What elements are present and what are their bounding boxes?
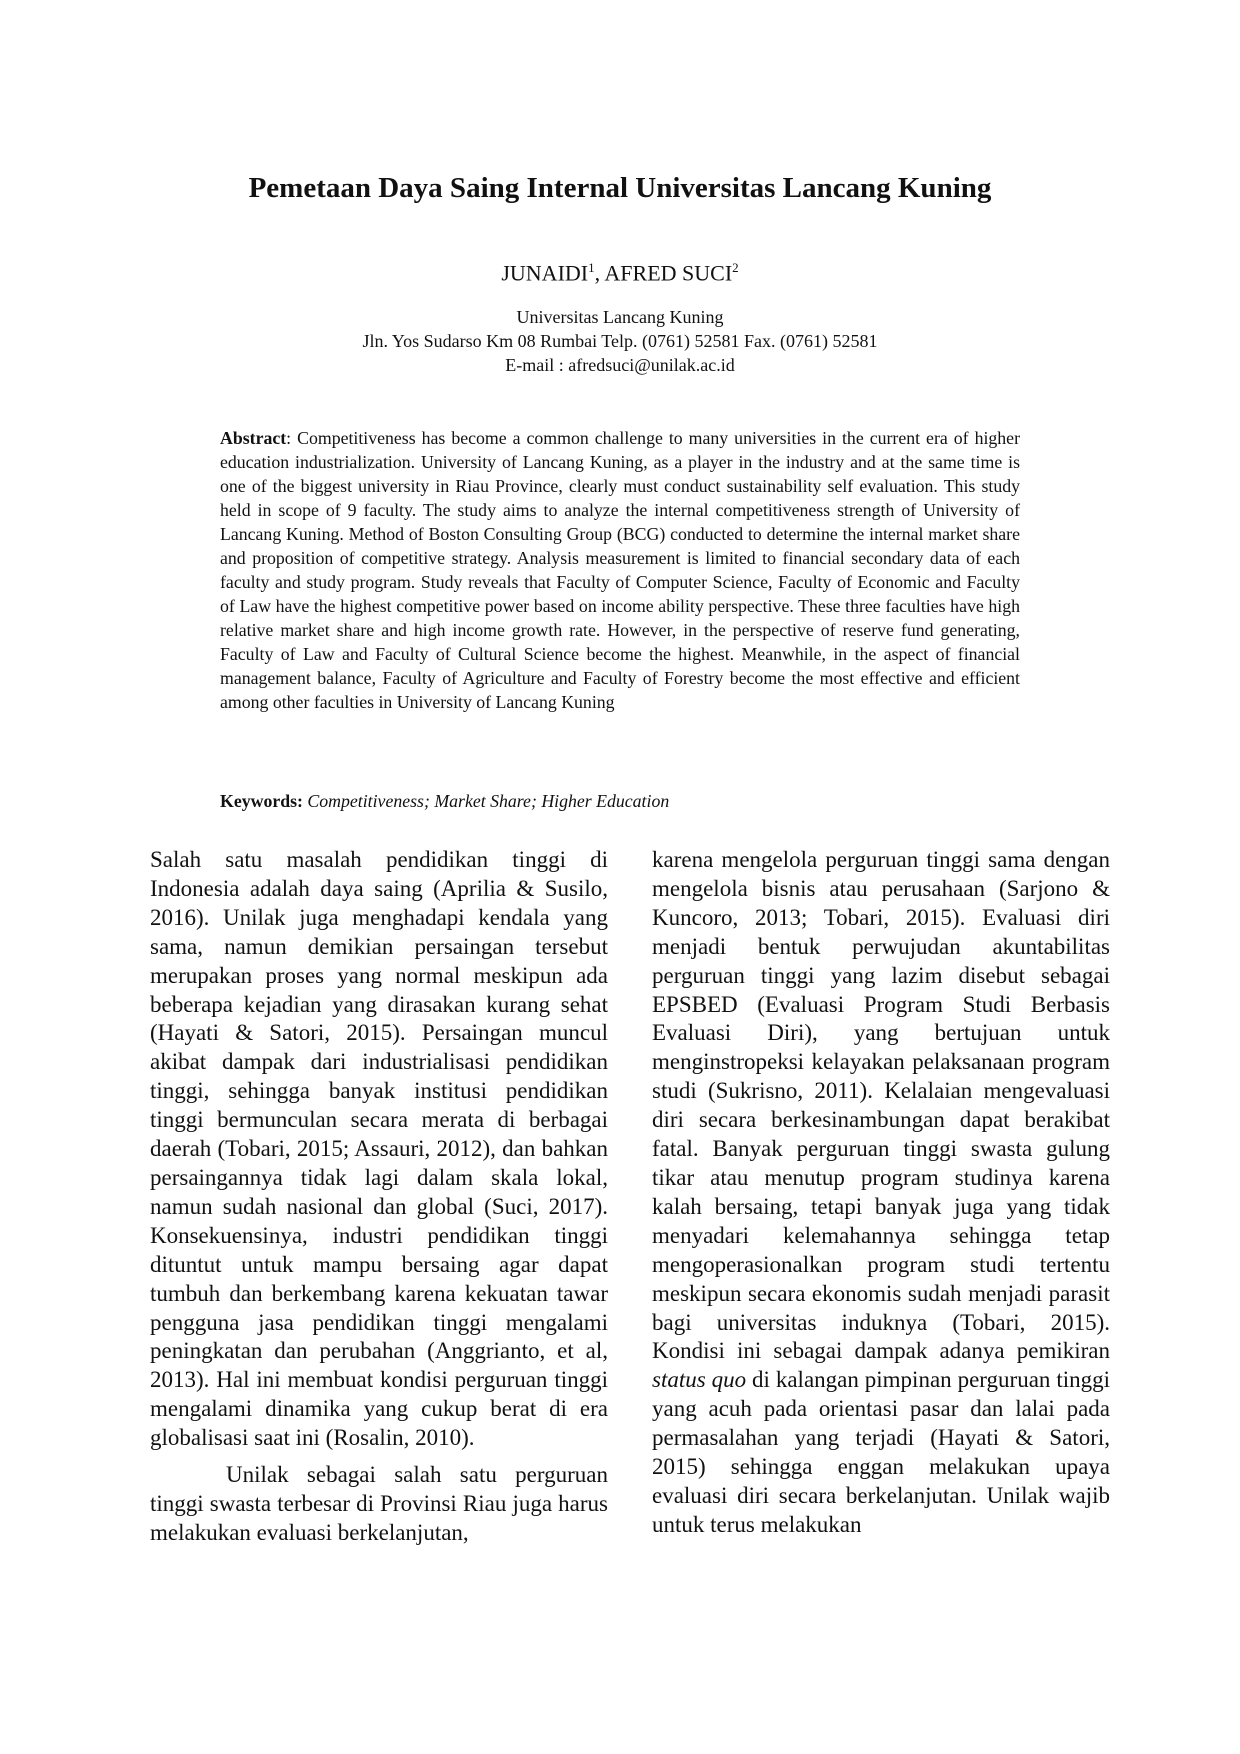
institution-name: Universitas Lancang Kuning (516, 307, 724, 327)
author-name: JUNAIDI (501, 260, 589, 286)
institution-address: Jln. Yos Sudarso Km 08 Rumbai Telp. (0761) 52581 Fax. (0761) 52581 (362, 331, 878, 351)
keywords (220, 789, 1020, 813)
paper-title: Pemetaan Daya Saing Internal Universitas Lancang Kuning (248, 172, 992, 204)
body-paragraph: Unilak sebagai salah satu perguruan tinggi swasta terbesar di Provinsi Riau juga harus melakukan evaluasi berkelanjutan, (150, 1462, 608, 1545)
contact-email: E-mail : afredsuci@unilak.ac.id (505, 355, 735, 375)
abstract-text: : Competitiveness has become a common challenge to many universities in the current era of higher education industrialization. University of Lancang Kuning, as a player in the industry and at the same time is one of the biggest university in Riau Province, clearly must conduct sustainability self evaluation. This study held in scope of 9 faculty. The study aims to analyze the internal competitiveness strength of University of Lancang Kuning. Method of Boston Consulting Group (BCG) conducted to determine the internal market share and proposition of competitive strategy. Analysis measurement is limited to financial secondary data of each faculty and study program. Study reveals that Faculty of Computer Science, Faculty of Economic and Faculty of Law have the highest competitive power based on income ability perspective. These three faculties have high relative market share and high income growth rate. However, in the perspective of reserve fund generating, Faculty of Law and Faculty of Cultural Science become the highest. Meanwhile, in the aspect of financial management balance, Faculty of Agriculture and Faculty of Forestry become the most effective and efficient among other faculties in University of Lancang Kuning (220, 428, 1020, 712)
body-paragraph: Salah satu masalah pendidikan tinggi di Indonesia adalah daya saing (Aprilia & Susilo, 2016). Unilak juga menghadapi kendala yang sama, namun demikian persaingan tersebut merupakan proses yang normal meskipun ada beberapa kejadian yang dirasakan kurang sehat (Hayati & Satori, 2015). Persaingan muncul akibat dampak dari industrialisasi pendidikan tinggi, sehingga banyak institusi pendidikan tinggi bermunculan secara merata di berbagai daerah (Tobari, 2015; Assauri, 2012), dan bahkan persaingannya tidak lagi dalam skala lokal, namun sudah nasional dan global (Suci, 2017). Konsekuensinya, industri pendidikan tinggi dituntut untuk mampu bersaing agar dapat tumbuh dan berkembang karena kekuatan tawar pengguna jasa pendidikan tinggi mengalami peningkatan dan perubahan (Anggrianto, et al, 2013). Hal ini membuat kondisi perguruan tinggi mengalami dinamika yang cukup berat di era globalisasi saat ini (Rosalin, 2010). (150, 847, 608, 1451)
body-text: di kalangan pimpinan perguruan tinggi yang acuh pada orientasi pasar dan lalai pada permasalahan yang terjadi (Hayati & Satori, 2015) sehingga enggan melakukan upaya evaluasi diri secara berkelanjutan. Unilak wajib untuk terus melakukan (652, 1367, 1110, 1537)
keywords-label: Keywords: (220, 791, 303, 811)
author-name: AFRED SUCI (604, 260, 733, 286)
author-line (0, 254, 1240, 287)
body-column-left (150, 846, 608, 1548)
author-affiliation-mark: 2 (732, 260, 739, 275)
body-paragraph (652, 846, 1110, 1540)
author-separator: , (594, 260, 605, 286)
abstract (220, 426, 1020, 714)
keywords-text: Competitiveness; Market Share; Higher Education (307, 791, 670, 811)
affiliation-block (0, 305, 1240, 377)
abstract-label: Abstract (220, 428, 287, 448)
body-text: karena mengelola perguruan tinggi sama dengan mengelola bisnis atau perusahaan (Sarjono & Kuncoro, 2013; Tobari, 2015). Evaluasi diri menjadi bentuk perwujudan akuntabilitas perguruan tinggi yang lazim disebut sebagai EPSBED (Evaluasi Program Studi Berbasis Evaluasi Diri), yang bertujuan untuk menginstropeksi kelayakan pelaksanaan program studi (Sukrisno, 2011). Kelalaian mengevaluasi diri secara berkesinambungan dapat berakibat fatal. Banyak perguruan tinggi swasta gulung tikar atau menutup program studinya karena kalah bersaing, tetapi banyak juga yang tidak menyadari kelemahannya sehingga tetap mengoperasionalkan program studi tertentu meskipun secara ekonomis sudah menjadi parasit bagi universitas induknya (Tobari, 2015). Kondisi ini sebagai dampak adanya pemikiran (652, 847, 1110, 1364)
author-affiliation-mark: 1 (588, 260, 595, 275)
emphasized-term: status quo (652, 1367, 747, 1393)
body-column-right (652, 846, 1110, 1540)
